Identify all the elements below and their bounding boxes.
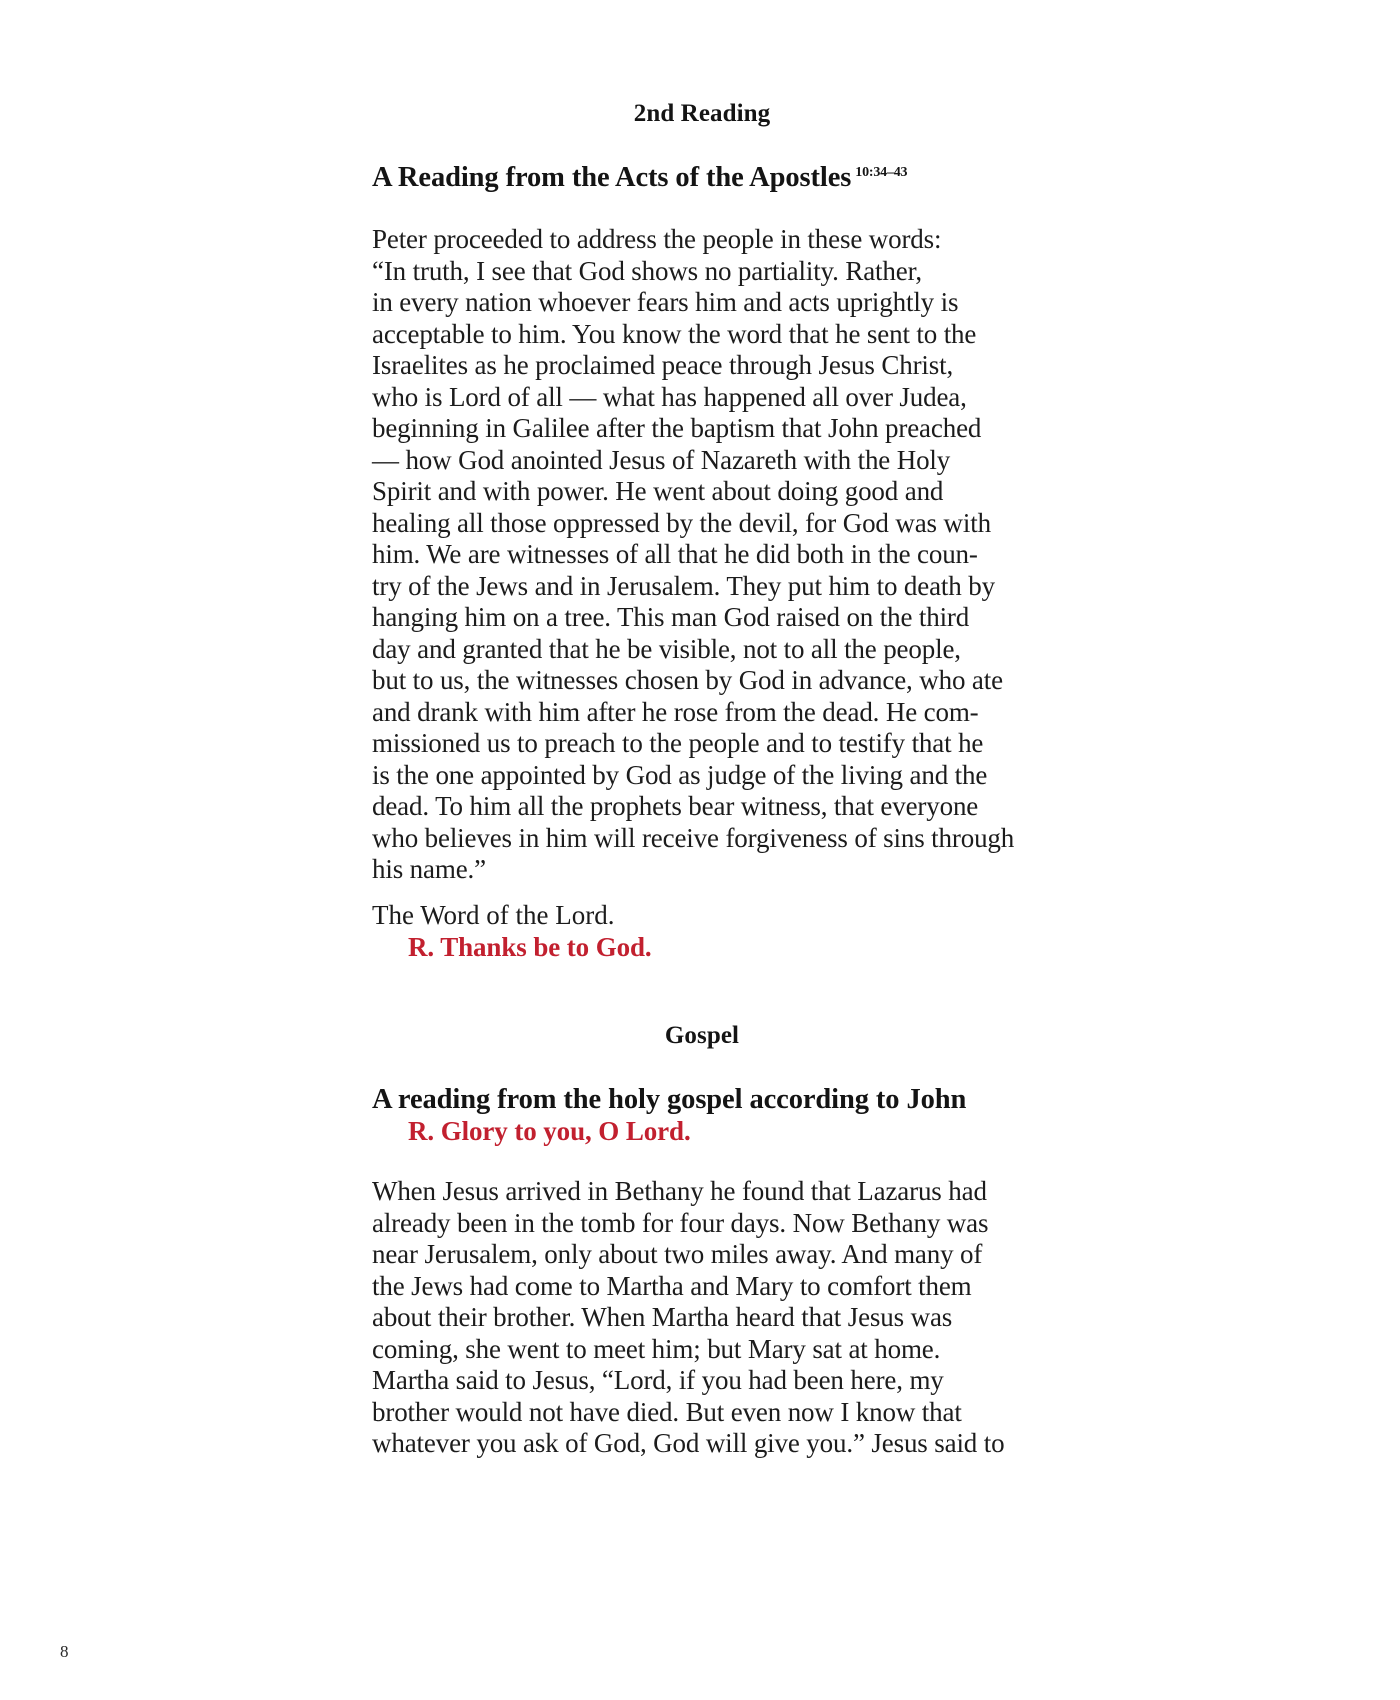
gospel-body [372, 1176, 1032, 1460]
text-line: who believes in him will receive forgiveness of sins through [372, 822, 1015, 853]
gospel-heading: Gospel [664, 1022, 740, 1049]
text-line: “In truth, I see that God shows no partiality. Rather, [372, 255, 922, 286]
text-line: coming, she went to meet him; but Mary sat at home. [372, 1333, 941, 1364]
text-line: beginning in Galilee after the baptism that John preached [372, 413, 982, 443]
second-reading-intro [372, 162, 1032, 194]
text-line: Spirit and with power. He went about doing good and [372, 476, 944, 506]
text-line: him. We are witnesses of all that he did both in the coun- [372, 539, 978, 569]
text-line: When Jesus arrived in Bethany he found that Lazarus had [372, 1176, 987, 1206]
second-reading-section [372, 100, 1032, 128]
text-line: the Jews had come to Martha and Mary to comfort them [372, 1270, 972, 1301]
text-line: brother would not have died. But even now I know that [372, 1396, 962, 1427]
text-line: Peter proceeded to address the people in these words: [372, 224, 942, 254]
text-line: and drank with him after he rose from the dead. He com- [372, 696, 979, 727]
gospel-section [372, 1022, 1032, 1050]
text-line: already been in the tomb for four days. Now Bethany was [372, 1207, 989, 1238]
gospel-intro-block [372, 1084, 1032, 1148]
glory-to-you-response: R. Glory to you, O Lord. [408, 1116, 691, 1146]
word-of-the-lord-line: The Word of the Lord. [372, 900, 615, 930]
text-line: in every nation whoever fears him and acts uprightly is [372, 287, 959, 317]
second-reading-intro-text: A Reading from the Acts of the Apostles [372, 162, 852, 193]
text-line: Martha said to Jesus, “Lord, if you had been here, my [372, 1365, 944, 1395]
second-reading-verse-reference: 10:34–43 [855, 165, 908, 180]
gospel-intro: A reading from the holy gospel according to John [372, 1084, 967, 1115]
text-line: acceptable to him. You know the word that he sent to the [372, 318, 977, 349]
text-line: missioned us to preach to the people and to testify that he [372, 728, 984, 758]
text-line: but to us, the witnesses chosen by God in advance, who ate [372, 665, 1003, 695]
gospel-body-text [372, 1176, 1032, 1460]
page-number: 8 [60, 1642, 69, 1661]
second-reading-body [372, 224, 1032, 886]
second-reading-closing-block [372, 900, 1032, 963]
text-line: near Jerusalem, only about two miles away. And many of [372, 1239, 983, 1269]
text-line: who is Lord of all — what has happened all over Judea, [372, 381, 967, 412]
text-line: his name.” [372, 854, 486, 884]
second-reading-body-text [372, 224, 1032, 886]
second-reading-heading: 2nd Reading [633, 100, 771, 127]
text-line: day and granted that he be visible, not to all the people, [372, 633, 961, 664]
text-line: is the one appointed by God as judge of the living and the [372, 759, 988, 790]
text-line: hanging him on a tree. This man God raised on the third [372, 602, 970, 632]
second-reading-intro-row [372, 162, 1032, 194]
text-line: about their brother. When Martha heard that Jesus was [372, 1302, 953, 1332]
thanks-be-to-god-response: R. Thanks be to God. [408, 931, 652, 962]
text-line: — how God anointed Jesus of Nazareth with the Holy [372, 444, 951, 475]
text-line: dead. To him all the prophets bear witness, that everyone [372, 791, 979, 821]
text-line: Israelites as he proclaimed peace through Jesus Christ, [372, 350, 954, 380]
text-line: healing all those oppressed by the devil, for God was with [372, 507, 991, 538]
text-line: try of the Jews and in Jerusalem. They put him to death by [372, 570, 995, 601]
text-line: whatever you ask of God, God will give you.” Jesus said to [372, 1428, 1005, 1458]
